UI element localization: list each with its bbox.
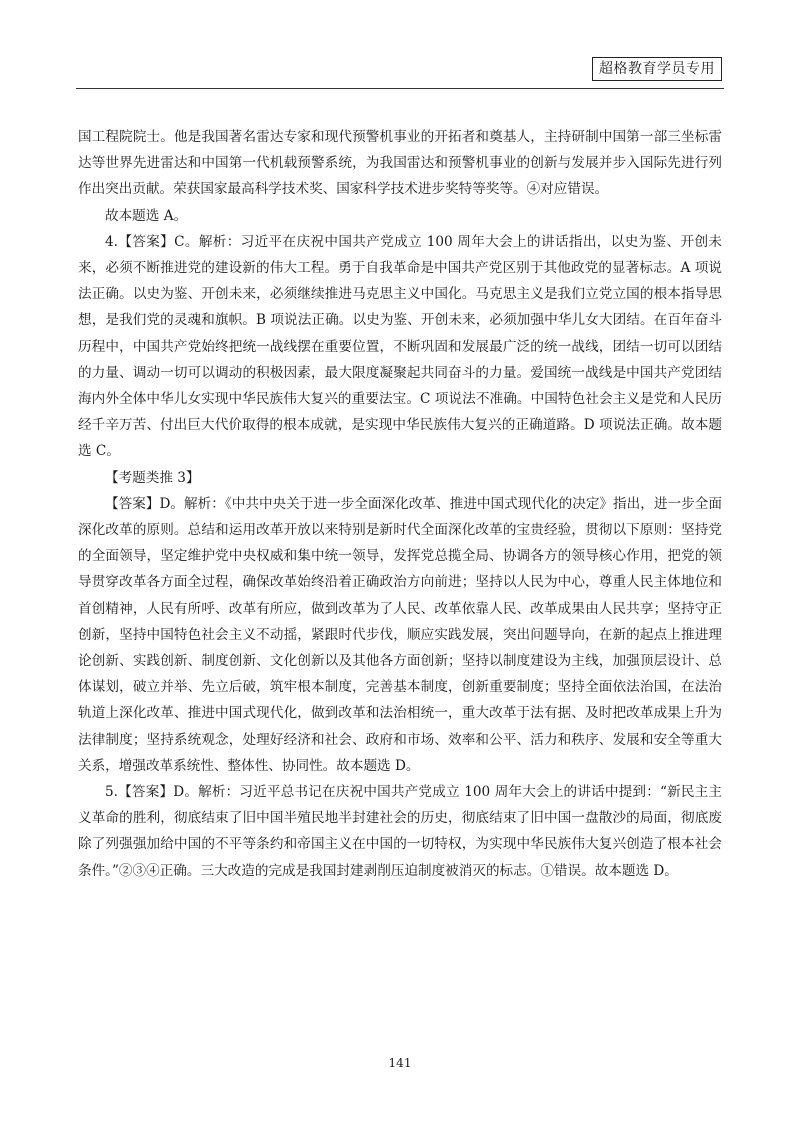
paragraph: 5.【答案】D。解析：习近平总书记在庆祝中国共产党成立 100 周年大会上的讲话中提到：“新民主主义革命的胜利，彻底结束了旧中国半殖民地半封建社会的历史，彻底结束了旧中国一盘散沙的局面，彻底废除了列强强加给中国的不平等条约和帝国主义在中国的一切特权，为实现中华民族伟大复兴创造了根本社会条件。”②③④正确。三大改造的完成是我国封建剥削压迫制度被消灭的标志。①错误。故本题选 D。	[78, 784, 722, 879]
paragraph: 【答案】D。解析：《中共中央关于进一步全面深化改革、推进中国式现代化的决定》指出，进一步全面深化改革的原则。总结和运用改革开放以来特别是新时代全面深化改革的宝贵经验，贯彻以下原则：坚持党的全面领导，坚定维护党中央权威和集中统一领导，发挥党总揽全局、协调各方的领导核心作用，把党的领导贯穿改革各方面全过程，确保改革始终沿着正确政治方向前进；坚持以人民为中心，尊重人民主体地位和首创精神，人民有所呼、改革有所应，做到改革为了人民、改革依靠人民、改革成果由人民共享；坚持守正创新，坚持中国特色社会主义不动摇，紧跟时代步伐，顺应实践发展，突出问题导向，在新的起点上推进理论创新、实践创新、制度创新、文化创新以及其他各方面创新；坚持以制度建设为主线，加强顶层设计、总体谋划，破立并举、先立后破，筑牢根本制度，完善基本制度，创新重要制度；坚持全面依法治国，在法治轨道上深化改革、推进中国式现代化，做到改革和法治相统一，重大改革于法有据、及时把改革成果上升为法律制度；坚持系统观念，处理好经济和社会、政府和市场、效率和公平、活力和秩序、发展和安全等重大关系，增强改革系统性、整体性、协同性。故本题选 D。	[78, 495, 722, 774]
paragraph: 国工程院院士。他是我国著名雷达专家和现代预警机事业的开拓者和奠基人，主持研制中国第一部三坐标雷达等世界先进雷达和中国第一代机载预警系统，为我国雷达和预警机事业的创新与发展并步入国际先进行列作出突出贡献。荣获国家最高科学技术奖、国家科学技术进步奖特等奖等。④对应错误。	[78, 129, 722, 198]
header-divider	[76, 88, 724, 89]
paragraph: 4.【答案】C。解析：习近平在庆祝中国共产党成立 100 周年大会上的讲话指出，以史为鉴、开创未来，必须不断推进党的建设新的伟大工程。勇于自我革命是中国共产党区别于其他政党的显著标志。A 项说法正确。以史为鉴、开创未来，必须继续推进马克思主义中国化。马克思主义是我们立党立国的根本指导思想，是我们党的灵魂和旗帜。B 项说法正确。以史为鉴、开创未来，必须加强中华儿女大团结。在百年奋斗历程中，中国共产党始终把统一战线摆在重要位置，不断巩固和发展最广泛的统一战线，团结一切可以团结的力量、调动一切可以调动的积极因素，最大限度凝聚起共同奋斗的力量。爱国统一战线是中国共产党团结海内外全体中华儿女实现中华民族伟大复兴的重要法宝。C 项说法不准确。中国特色社会主义是党和人民历经千辛万苦、付出巨大代价取得的根本成就，是实现中华民族伟大复兴的正确道路。D 项说法正确。故本题选 C。	[78, 233, 722, 460]
paragraph: 故本题选 A。	[105, 207, 188, 224]
page-number: 141	[388, 1056, 412, 1070]
section-heading: 【考题类推 3】	[105, 469, 200, 486]
header-label: 超格教育学员专用	[592, 57, 722, 81]
document-body	[78, 124, 722, 884]
